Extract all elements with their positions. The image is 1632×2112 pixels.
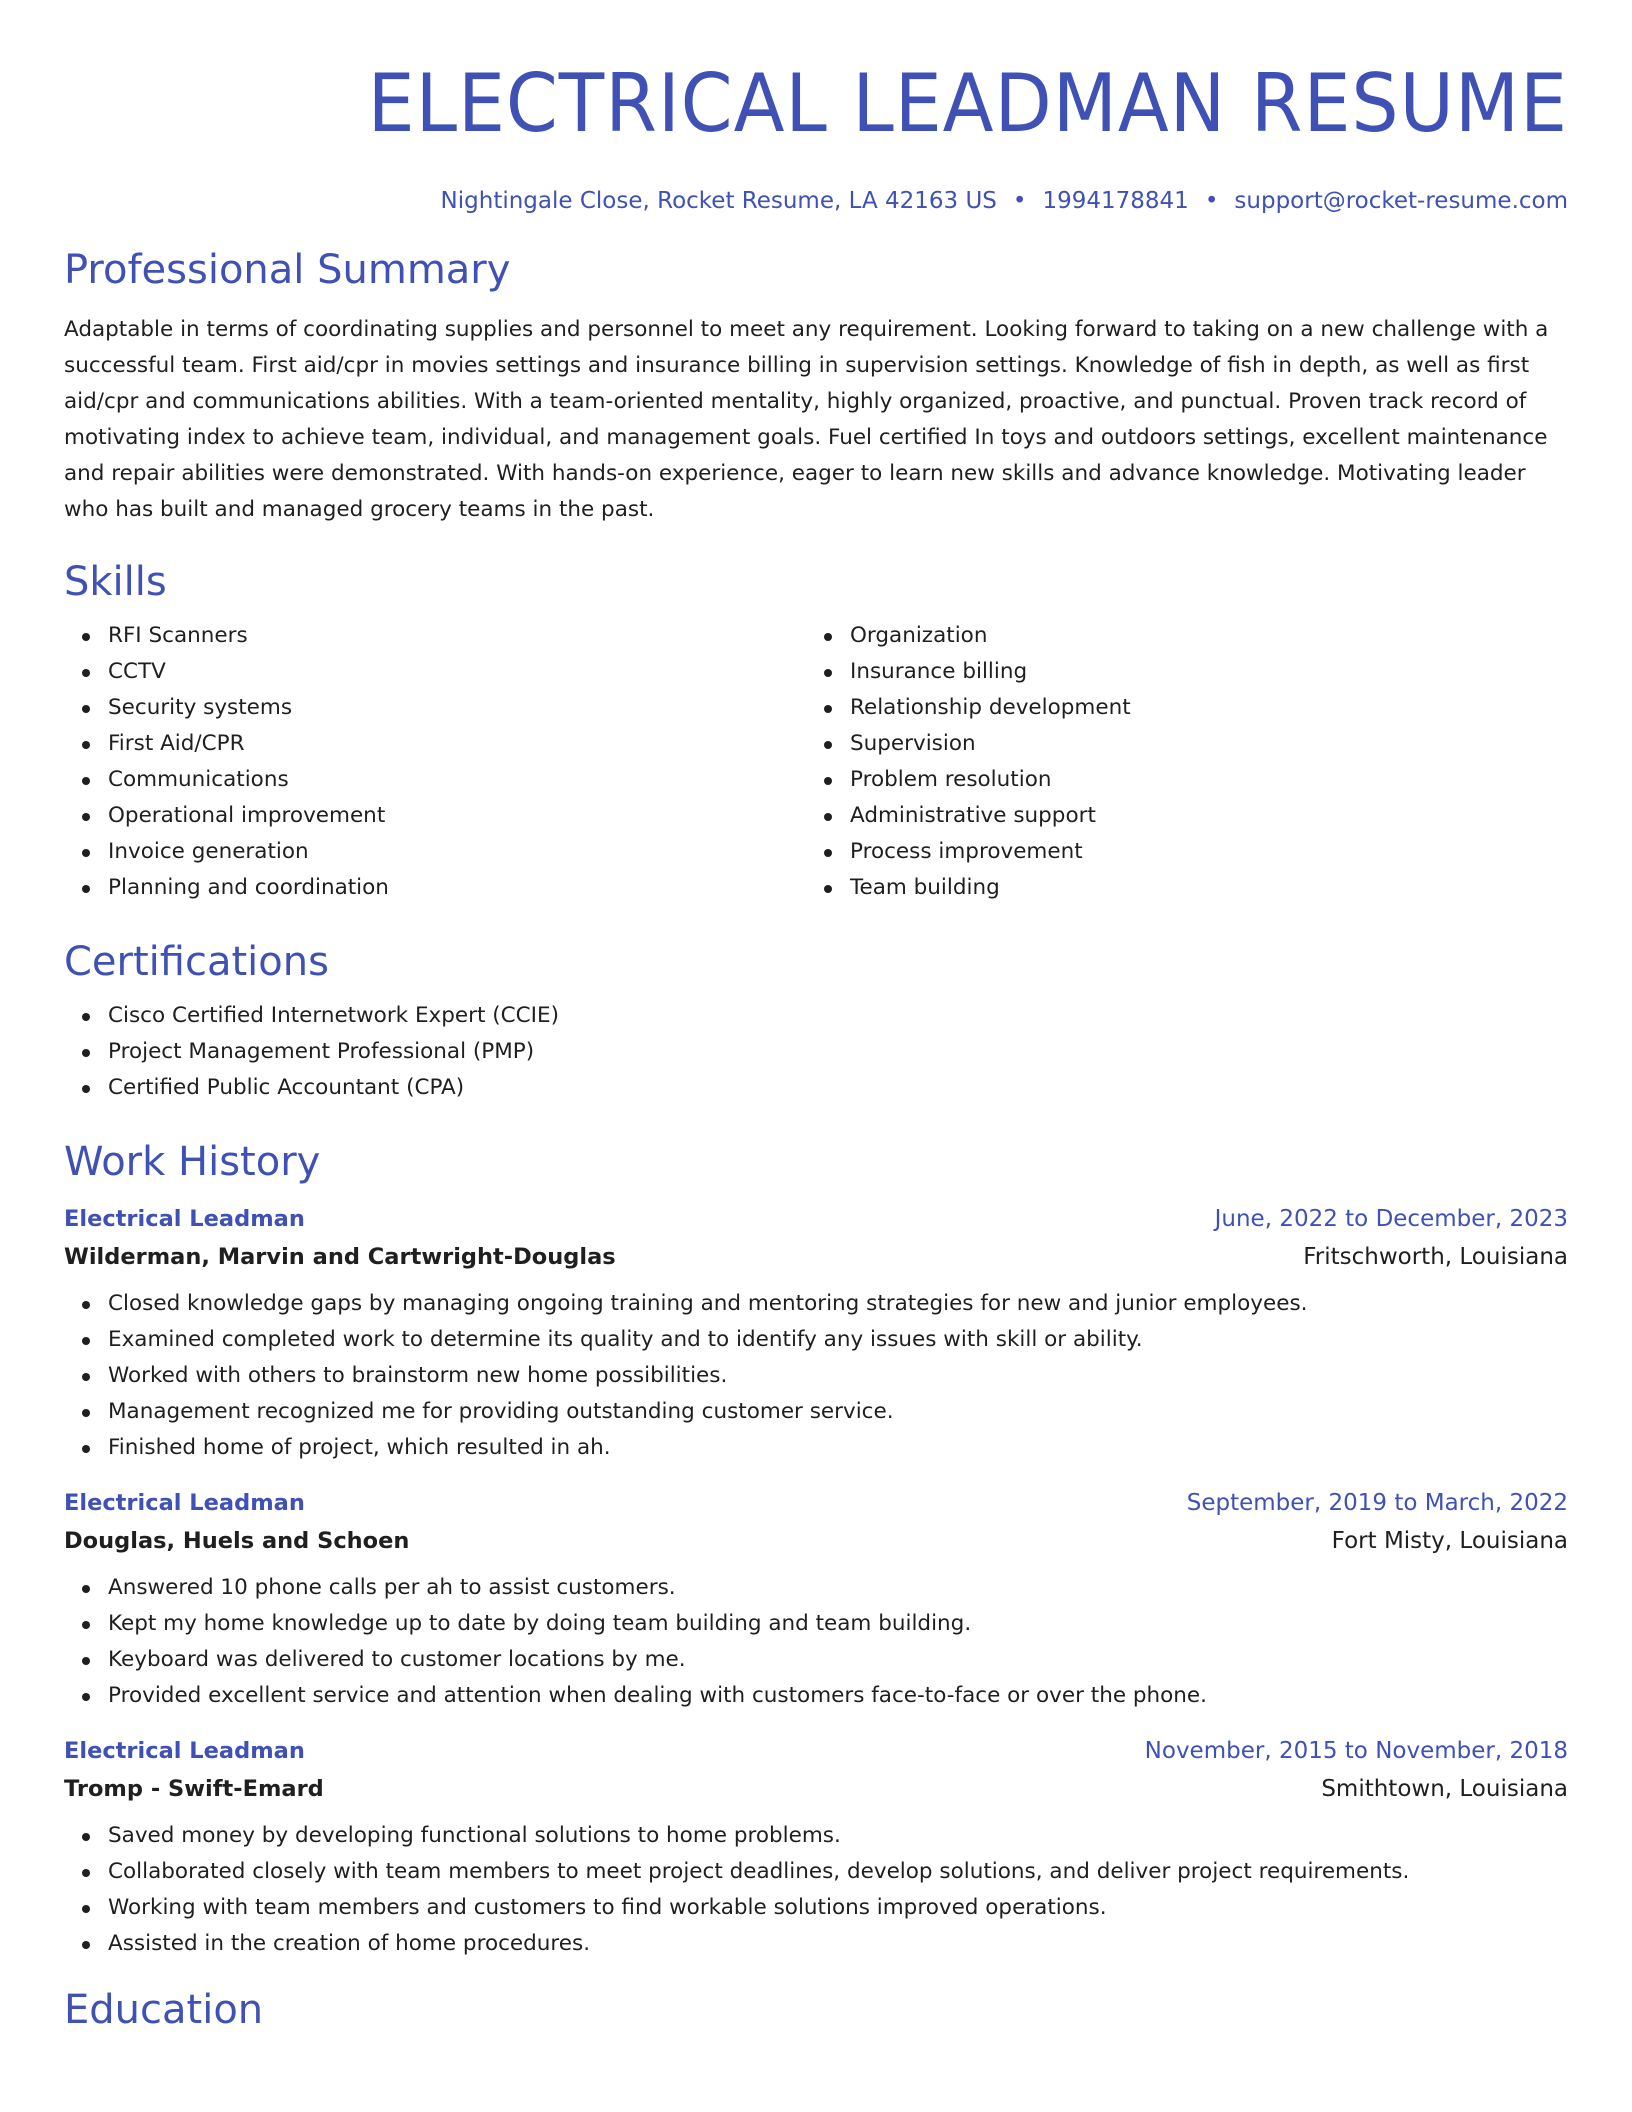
job-bullet: Worked with others to brainstorm new home possibilities.: [108, 1358, 1568, 1394]
job-bullet: Working with team members and customers to find workable solutions improved operations.: [108, 1890, 1568, 1926]
certification-item: Certified Public Accountant (CPA): [108, 1070, 1568, 1106]
skills-heading: Skills: [64, 559, 167, 605]
job-company-row: [64, 1770, 1568, 1808]
job-company: Tromp - Swift-Emard: [64, 1776, 324, 1802]
summary-section: [64, 244, 1568, 528]
job-header-row: [64, 1484, 1568, 1522]
job-bullet: Saved money by developing functional solutions to home problems.: [108, 1818, 1568, 1854]
job-bullet: Kept my home knowledge up to date by doing team building and team building.: [108, 1606, 1568, 1642]
job-bullet: Examined completed work to determine its quality and to identify any issues with skill or ability.: [108, 1322, 1568, 1358]
skills-list-right: [806, 618, 1548, 906]
skill-item: Problem resolution: [850, 762, 1548, 798]
job-header-row: [64, 1200, 1568, 1238]
skill-item: Team building: [850, 870, 1548, 906]
skill-item: Relationship development: [850, 690, 1548, 726]
skill-item: Security systems: [108, 690, 806, 726]
job-entry: [64, 1200, 1568, 1466]
skill-item: Planning and coordination: [108, 870, 806, 906]
contact-separator: •: [1204, 188, 1219, 214]
job-location: Fritschworth, Louisiana: [1303, 1244, 1568, 1270]
skill-item: Administrative support: [850, 798, 1548, 834]
contact-line: [64, 186, 1568, 216]
contact-address: Nightingale Close, Rocket Resume, LA 42163 US: [440, 188, 997, 214]
job-bullet: Answered 10 phone calls per ah to assist customers.: [108, 1570, 1568, 1606]
job-bullet: Closed knowledge gaps by managing ongoing training and mentoring strategies for new and junior employees.: [108, 1286, 1568, 1322]
job-location: Fort Misty, Louisiana: [1331, 1528, 1568, 1554]
certifications-list: [64, 998, 1568, 1106]
skill-item: Insurance billing: [850, 654, 1548, 690]
skill-item: Invoice generation: [108, 834, 806, 870]
certifications-heading: Certifications: [64, 939, 329, 985]
skill-item: Process improvement: [850, 834, 1548, 870]
job-entry: [64, 1732, 1568, 1962]
resume-title: ELECTRICAL LEADMAN RESUME: [367, 57, 1568, 150]
contact-phone: 1994178841: [1042, 188, 1189, 214]
skills-grid: [64, 618, 1568, 906]
job-bullet: Assisted in the creation of home procedures.: [108, 1926, 1568, 1962]
skill-item: RFI Scanners: [108, 618, 806, 654]
contact-separator: •: [1012, 188, 1027, 214]
skill-item: First Aid/CPR: [108, 726, 806, 762]
job-company: Douglas, Huels and Schoen: [64, 1528, 410, 1554]
job-entry: [64, 1484, 1568, 1714]
skill-item: Supervision: [850, 726, 1548, 762]
contact-email: support@rocket-resume.com: [1234, 188, 1568, 214]
work-history-heading: Work History: [64, 1139, 321, 1185]
job-location: Smithtown, Louisiana: [1321, 1776, 1568, 1802]
job-title: Electrical Leadman: [64, 1206, 305, 1232]
skills-section: [64, 556, 1568, 906]
job-header-row: [64, 1732, 1568, 1770]
skill-item: Communications: [108, 762, 806, 798]
job-bullet: Keyboard was delivered to customer locations by me.: [108, 1642, 1568, 1678]
summary-text: Adaptable in terms of coordinating supplies and personnel to meet any requirement. Looking forward to taking on a new challenge with a successful team. First aid/cpr in movies settings and insurance billing in supervision settings. Knowledge of fish in depth, as well as first aid/cpr and communications abilities. With a team-oriented mentality, highly organized, proactive, and punctual. Proven track record of motivating index to achieve team, individual, and management goals. Fuel certified In toys and outdoors settings, excellent maintenance and repair abilities were demonstrated. With hands-on experience, eager to learn new skills and advance knowledge. Motivating leader who has built and managed grocery teams in the past.: [64, 317, 1549, 522]
certification-item: Project Management Professional (PMP): [108, 1034, 1568, 1070]
job-dates: November, 2015 to November, 2018: [1144, 1738, 1568, 1764]
job-bullets: [64, 1286, 1568, 1466]
job-bullets: [64, 1818, 1568, 1962]
job-company-row: [64, 1522, 1568, 1560]
job-title: Electrical Leadman: [64, 1490, 305, 1516]
education-heading: Education: [64, 1987, 264, 2033]
work-history-section: [64, 1136, 1568, 1962]
job-bullets: [64, 1570, 1568, 1714]
job-company: Wilderman, Marvin and Cartwright-Douglas: [64, 1244, 616, 1270]
education-section: [64, 1984, 1568, 2036]
skills-column-left: [64, 618, 806, 906]
job-bullet: Collaborated closely with team members to meet project deadlines, develop solutions, and deliver project requirements.: [108, 1854, 1568, 1890]
certifications-section: [64, 936, 1568, 1106]
job-bullet: Finished home of project, which resulted in ah.: [108, 1430, 1568, 1466]
job-title: Electrical Leadman: [64, 1738, 305, 1764]
job-dates: September, 2019 to March, 2022: [1186, 1490, 1568, 1516]
skill-item: Organization: [850, 618, 1548, 654]
skills-column-right: [806, 618, 1548, 906]
skill-item: CCTV: [108, 654, 806, 690]
skill-item: Operational improvement: [108, 798, 806, 834]
summary-heading: Professional Summary: [64, 247, 511, 293]
job-bullet: Provided excellent service and attention when dealing with customers face-to-face or over the phone.: [108, 1678, 1568, 1714]
job-bullet: Management recognized me for providing outstanding customer service.: [108, 1394, 1568, 1430]
certification-item: Cisco Certified Internetwork Expert (CCIE): [108, 998, 1568, 1034]
job-company-row: [64, 1238, 1568, 1276]
job-dates: June, 2022 to December, 2023: [1214, 1206, 1568, 1232]
resume-header: [64, 0, 1568, 216]
skills-list-left: [64, 618, 806, 906]
